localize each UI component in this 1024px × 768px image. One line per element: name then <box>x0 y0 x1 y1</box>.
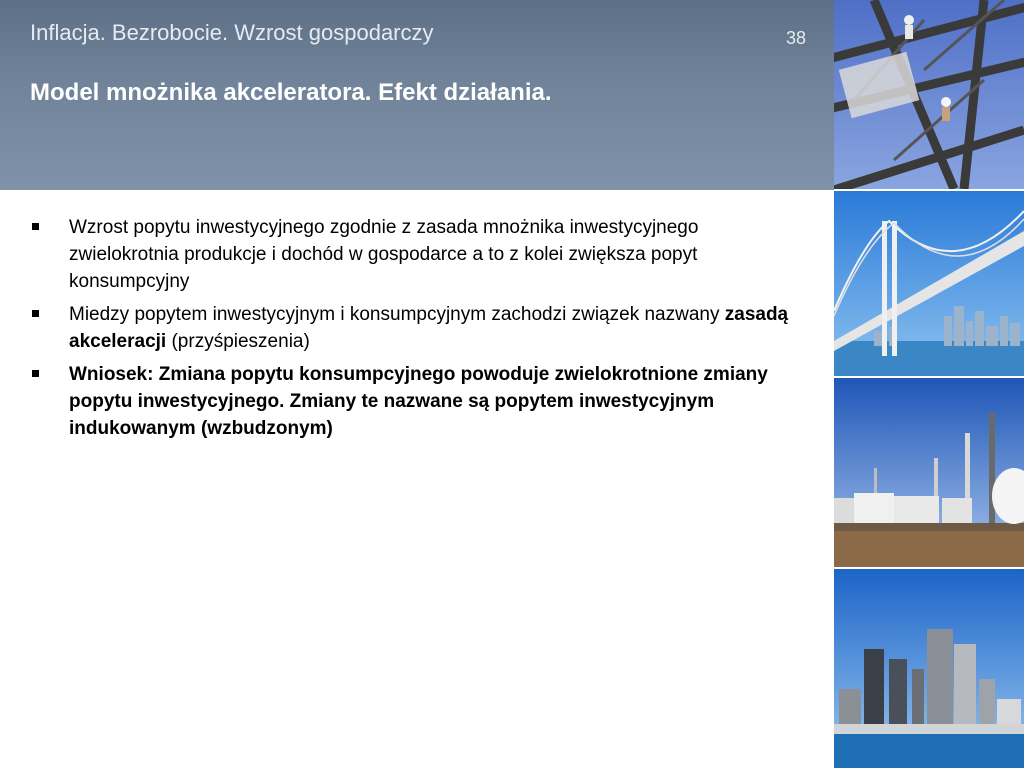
bullet-item-2 <box>30 301 810 355</box>
bullet-text: Miedzy popytem inwestycyjnym i konsumpcyjnym zachodzi związek nazwany <box>69 304 725 325</box>
slide-header <box>0 0 834 190</box>
bullet-text: Wniosek: Zmiana popytu konsumpcyjnego powoduje zwielokrotnione zmiany popytu inwestycyjnego. Zmiany te nazwane są popytem inwestycyjnym indukowanym (wzbudzonym) <box>69 364 768 439</box>
square-bullet-icon <box>32 370 39 377</box>
slide-title: Model mnożnika akceleratora. Efekt działania. <box>30 79 552 106</box>
bullet-bold-term: zasadą akceleracji <box>69 304 789 352</box>
bullet-text-end: (przyśpieszenia) <box>166 331 310 352</box>
slide-subtitle: Inflacja. Bezrobocie. Wzrost gospodarczy <box>30 20 434 45</box>
bullet-item-1 <box>30 214 810 295</box>
page-number: 38 <box>786 28 807 48</box>
bullet-text: Wzrost popytu inwestycyjnego zgodnie z zasada mnożnika inwestycyjnego zwielokrotnia produkcje i dochód w gospodarce a to z kolei zwiększa popyt konsumpcyjny <box>69 217 699 292</box>
bullet-list <box>30 214 810 448</box>
refinery-photo <box>834 378 1024 567</box>
steel-construction-photo <box>834 0 1024 189</box>
bullet-item-3 <box>30 361 810 442</box>
square-bullet-icon <box>32 310 39 317</box>
suspension-bridge-photo <box>834 191 1024 376</box>
photo-strip <box>834 0 1024 768</box>
square-bullet-icon <box>32 223 39 230</box>
city-skyline-photo <box>834 569 1024 768</box>
